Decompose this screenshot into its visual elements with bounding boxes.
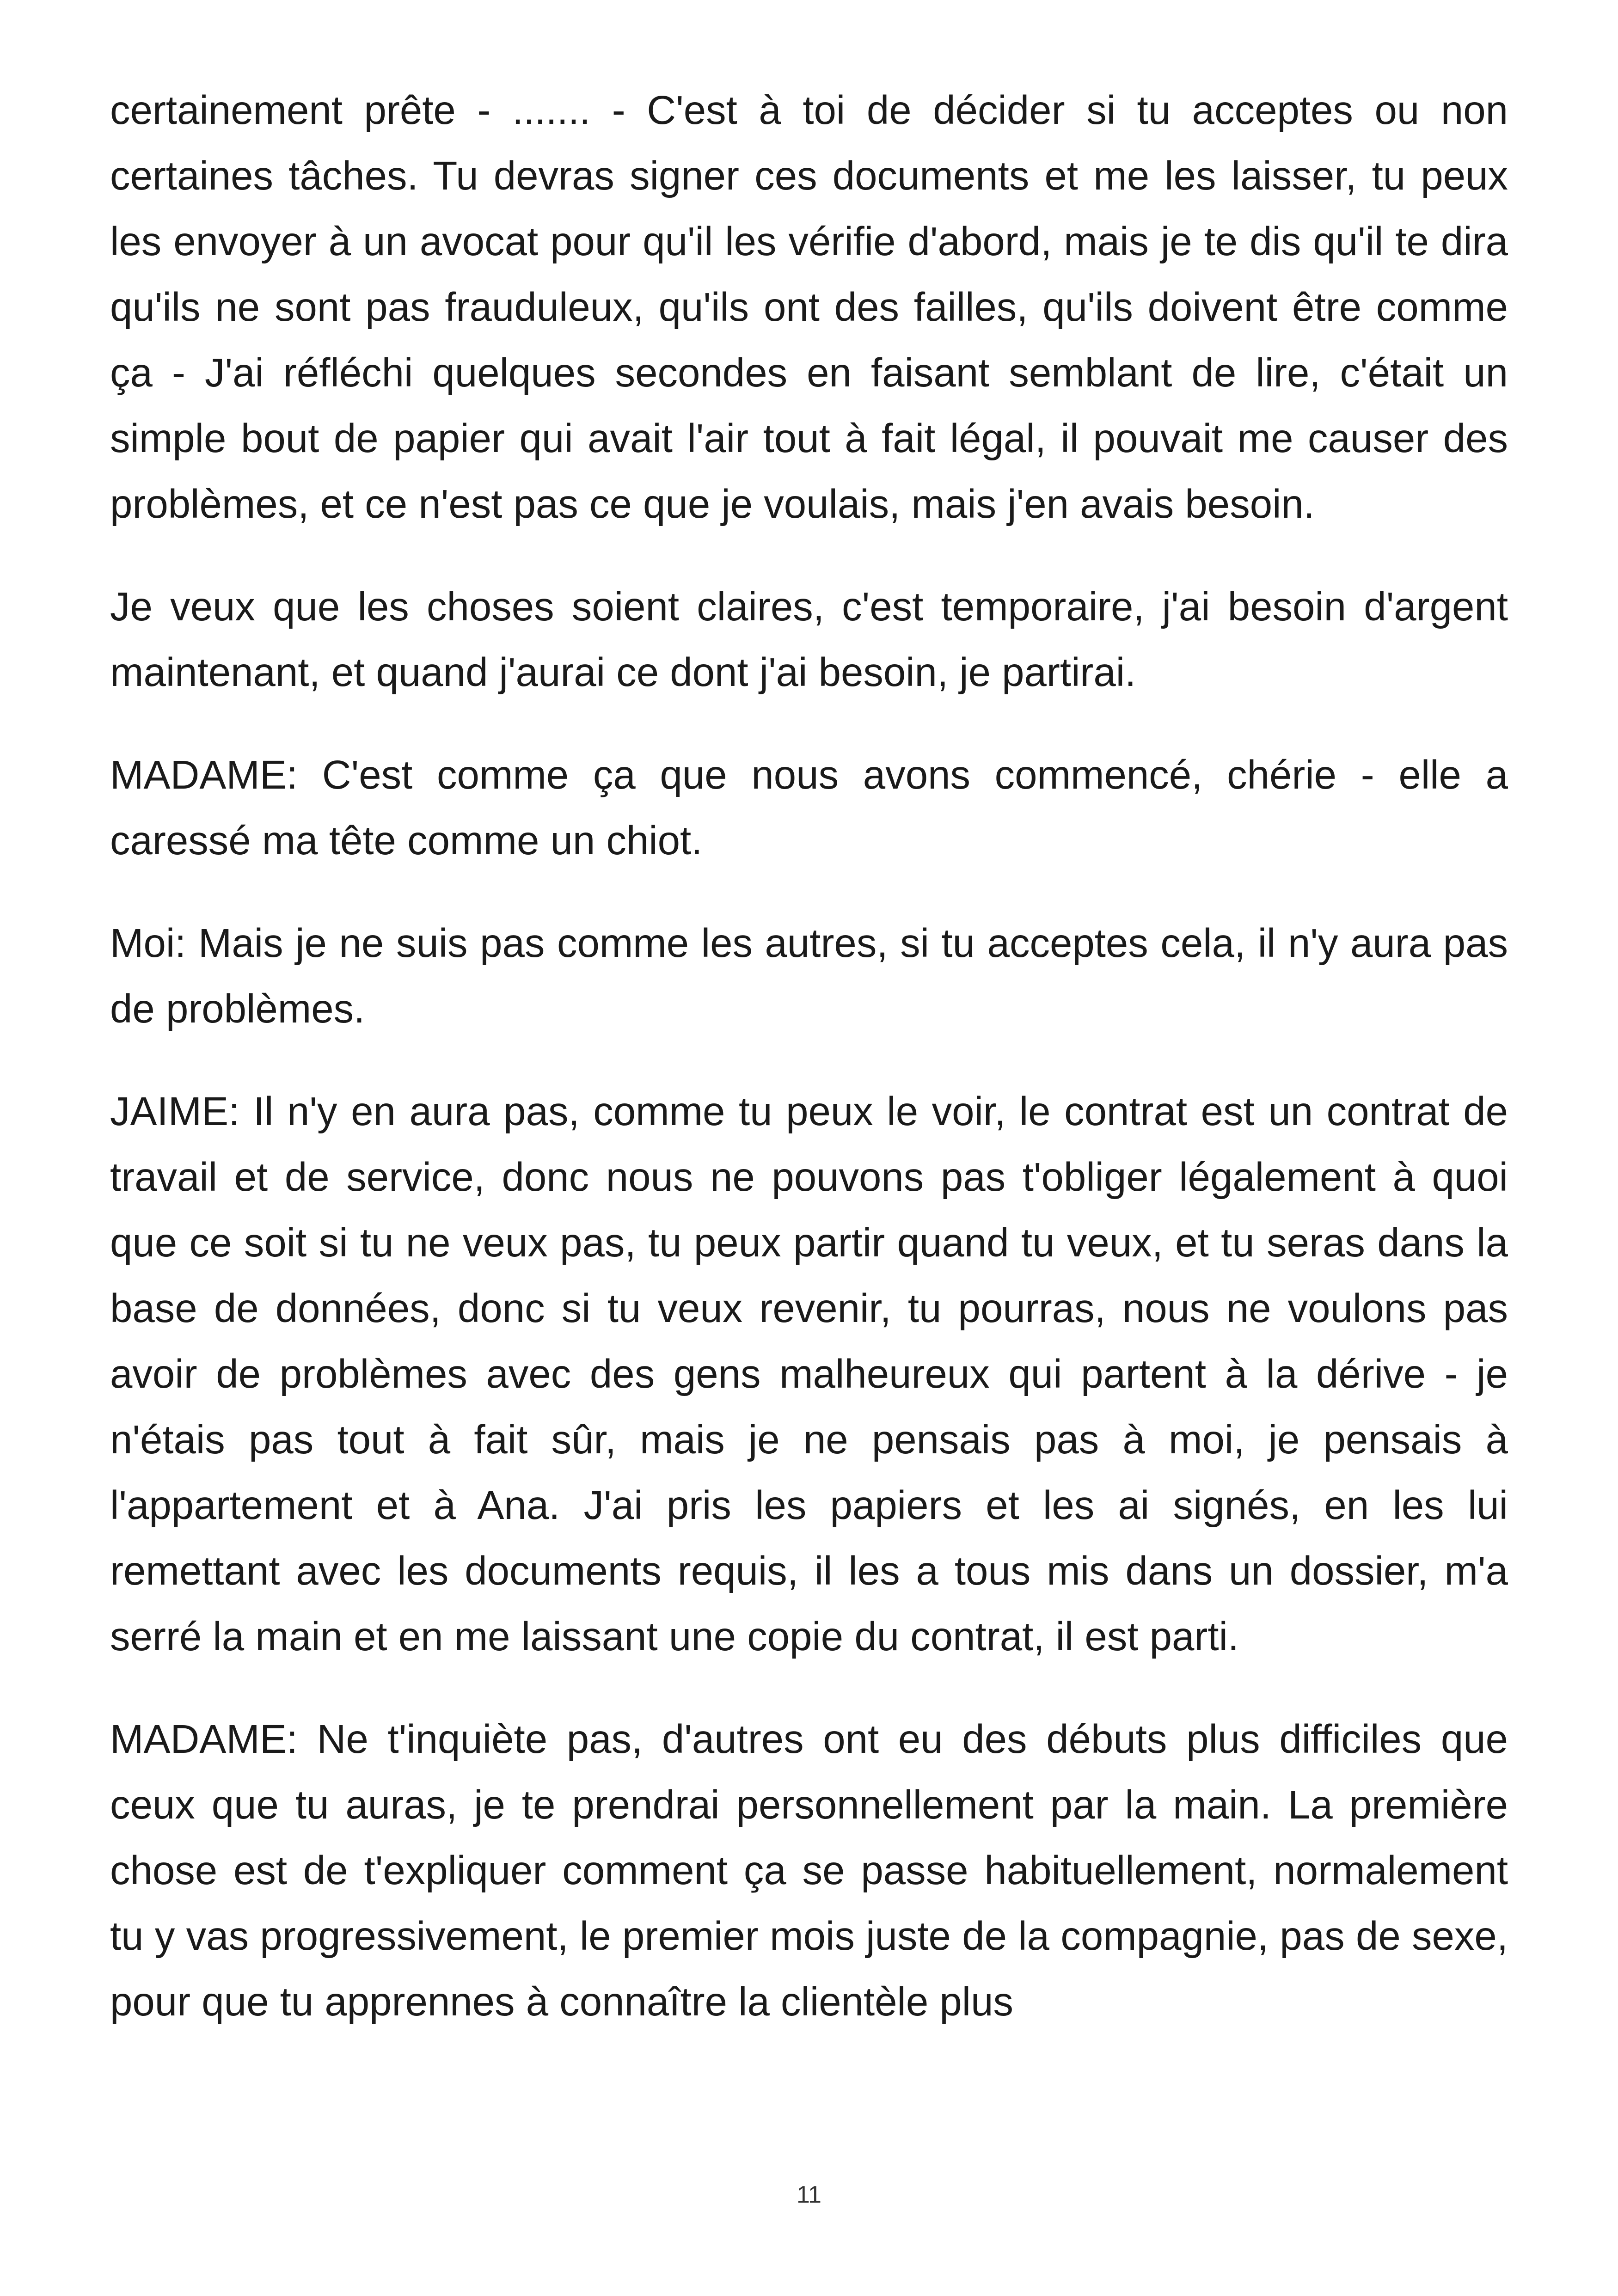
paragraph: Moi: Mais je ne suis pas comme les autres, si tu acceptes cela, il n'y aura pas de problèmes. <box>110 921 1508 1031</box>
paragraph: certainement prête - ....... - C'est à toi de décider si tu acceptes ou non certaines tâches. Tu devras signer ces documents et me les laisser, tu peux les envoyer à un avocat pour qu'il les vérifie d'abord, mais je te dis qu'il te dira qu'ils ne sont pas frauduleux, qu'ils ont des failles, qu'ils doivent être comme ça - J'ai réfléchi quelques secondes en faisant semblant de lire, c'était un simple bout de papier qui avait l'air tout à fait légal, il pouvait me causer des problèmes, et ce n'est pas ce que je voulais, mais j'en avais besoin. <box>110 88 1508 527</box>
paragraph: Je veux que les choses soient claires, c'est temporaire, j'ai besoin d'argent maintenant, et quand j'aurai ce dont j'ai besoin, je partirai. <box>110 584 1508 695</box>
paragraph: JAIME: Il n'y en aura pas, comme tu peux le voir, le contrat est un contrat de travail et de service, donc nous ne pouvons pas t'obliger légalement à quoi que ce soit si tu ne veux pas, tu peux partir quand tu veux, et tu seras dans la base de données, donc si tu veux revenir, tu pourras, nous ne voulons pas avoir de problèmes avec des gens malheureux qui partent à la dérive - je n'étais pas tout à fait sûr, mais je ne pensais pas à moi, je pensais à l'appartement et à Ana. J'ai pris les papiers et les ai signés, en les lui remettant avec les documents requis, il les a tous mis dans un dossier, m'a serré la main et en me laissant une copie du contrat, il est parti. <box>110 1089 1508 1659</box>
document-body <box>110 78 1508 2072</box>
paragraph: MADAME: C'est comme ça que nous avons commencé, chérie - elle a caressé ma tête comme un chiot. <box>110 753 1508 863</box>
page-number: 11 <box>797 2181 821 2208</box>
paragraph: MADAME: Ne t'inquiète pas, d'autres ont eu des débuts plus difficiles que ceux que tu auras, je te prendrai personnellement par la main. La première chose est de t'expliquer comment ça se passe habituellement, normalement tu y vas progressivement, le premier mois juste de la compagnie, pas de sexe, pour que tu apprennes à connaître la clientèle plus <box>110 1717 1508 2024</box>
